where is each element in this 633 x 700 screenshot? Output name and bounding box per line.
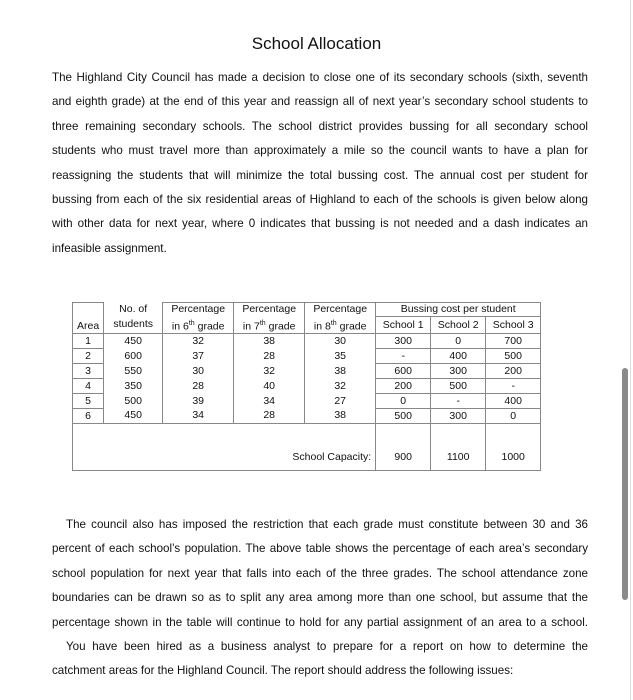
capacity-school-1: 900 <box>376 424 431 471</box>
table-cell: 32 <box>163 334 234 349</box>
table-cell: 450 <box>104 409 163 424</box>
header-school-3: School 3 <box>486 317 541 334</box>
table-cell: 35 <box>305 349 376 364</box>
capacity-school-3: 1000 <box>486 424 541 471</box>
table-row <box>73 394 541 409</box>
table-cell: 200 <box>376 379 431 394</box>
table-row <box>73 409 541 424</box>
text-line: percentage shown in the table will continue to hold for any partial assignment of an area to a school. <box>52 615 588 629</box>
school-data-table <box>72 302 541 471</box>
text-line: catchment areas for the Highland Council. The report should address the following issues: <box>52 664 514 678</box>
table-cell: 400 <box>486 394 541 409</box>
table-cell: 550 <box>104 364 163 379</box>
text-line: three remaining secondary schools. The school district provides bussing for all secondary school <box>52 119 588 133</box>
text-line: and eighth grade) at the end of this year and reassign all of next year’s secondary school students to <box>52 95 588 109</box>
table-cell: 6 <box>73 409 104 424</box>
text-line: percent of each school’s population. The above table shows the percentage of each area’s secondary <box>52 542 588 556</box>
table-cell: 2 <box>73 349 104 364</box>
text-line: with other data for next year, where 0 indicates that bussing is not needed and a dash indicates an <box>52 217 588 231</box>
table-cell: 30 <box>163 364 234 379</box>
table-cell: 500 <box>376 409 431 424</box>
table-cell: 600 <box>104 349 163 364</box>
table-cell: 28 <box>234 349 305 364</box>
table-cell: 4 <box>73 379 104 394</box>
table-row <box>73 349 541 364</box>
table-cell: 400 <box>431 349 486 364</box>
table-cell: 500 <box>486 349 541 364</box>
table-cell: 34 <box>163 409 234 424</box>
table-cell: 39 <box>163 394 234 409</box>
table-row <box>73 364 541 379</box>
table-cell: 28 <box>234 409 305 424</box>
table-cell: 0 <box>376 394 431 409</box>
table-cell: 200 <box>486 364 541 379</box>
table-cell: 600 <box>376 364 431 379</box>
restriction-paragraph <box>52 513 588 684</box>
table-cell: - <box>431 394 486 409</box>
table-cell: 300 <box>431 409 486 424</box>
header-pct7-1: Percentage <box>234 303 305 317</box>
table-cell: 500 <box>104 394 163 409</box>
text-line: reassigning the students that will minimize the total bussing cost. The annual cost per student for <box>52 168 588 182</box>
table-cell: 38 <box>234 334 305 349</box>
table-cell: 28 <box>163 379 234 394</box>
table-cell: 40 <box>234 379 305 394</box>
text-line: infeasible assignment. <box>52 241 167 255</box>
page-title: School Allocation <box>251 34 382 53</box>
table-cell: 300 <box>431 364 486 379</box>
table-cell: 0 <box>486 409 541 424</box>
table-cell: 32 <box>234 364 305 379</box>
table-cell: 32 <box>305 379 376 394</box>
table-cell: 350 <box>104 379 163 394</box>
header-school-1: School 1 <box>376 317 431 334</box>
table-cell: 450 <box>104 334 163 349</box>
text-line: school population for next year that falls into each of the three grades. The school attendance zone <box>52 566 588 580</box>
table-cell: - <box>486 379 541 394</box>
capacity-label: School Capacity: <box>73 424 376 471</box>
text-line: The Highland City Council has made a decision to close one of its secondary schools (sixth, seventh <box>52 71 588 84</box>
table-cell: 5 <box>73 394 104 409</box>
capacity-school-2: 1100 <box>431 424 486 471</box>
header-pct6-1: Percentage <box>163 303 234 317</box>
header-students-2: students <box>104 317 163 334</box>
header-pct6-2: in 6th grade <box>163 317 234 334</box>
text-line: bussing from each of the six residential areas of Highland to each of the schools is given below along <box>52 192 588 206</box>
text-line: students who must travel more than approximately a mile so the council wants to have a plan for <box>52 144 588 158</box>
table-cell: 27 <box>305 394 376 409</box>
table-cell: 1 <box>73 334 104 349</box>
header-pct8-1: Percentage <box>305 303 376 317</box>
header-area: Area <box>73 303 104 334</box>
page-edge <box>630 0 631 700</box>
text-line: boundaries can be drawn so as to split any area among more than one school, but assume that the <box>52 591 588 605</box>
table-cell: 37 <box>163 349 234 364</box>
table-row <box>73 379 541 394</box>
header-students-1: No. of <box>104 303 163 317</box>
header-pct7-2: in 7th grade <box>234 317 305 334</box>
table-cell: 38 <box>305 409 376 424</box>
header-pct8-2: in 8th grade <box>305 317 376 334</box>
header-bussing: Bussing cost per student <box>376 303 541 317</box>
scrollbar[interactable] <box>622 368 628 600</box>
table-cell: 500 <box>431 379 486 394</box>
text-line: You have been hired as a business analyst to prepare for a report on how to determine the <box>66 639 588 653</box>
table-cell: 30 <box>305 334 376 349</box>
table-cell: 300 <box>376 334 431 349</box>
text-line: The council also has imposed the restriction that each grade must constitute between 30 and 36 <box>66 518 588 531</box>
table-cell: 0 <box>431 334 486 349</box>
table-cell: 3 <box>73 364 104 379</box>
table-cell: 38 <box>305 364 376 379</box>
intro-paragraph <box>52 66 588 261</box>
table-cell: 34 <box>234 394 305 409</box>
table-cell: 700 <box>486 334 541 349</box>
table-cell: - <box>376 349 431 364</box>
table-row <box>73 334 541 349</box>
header-school-2: School 2 <box>431 317 486 334</box>
